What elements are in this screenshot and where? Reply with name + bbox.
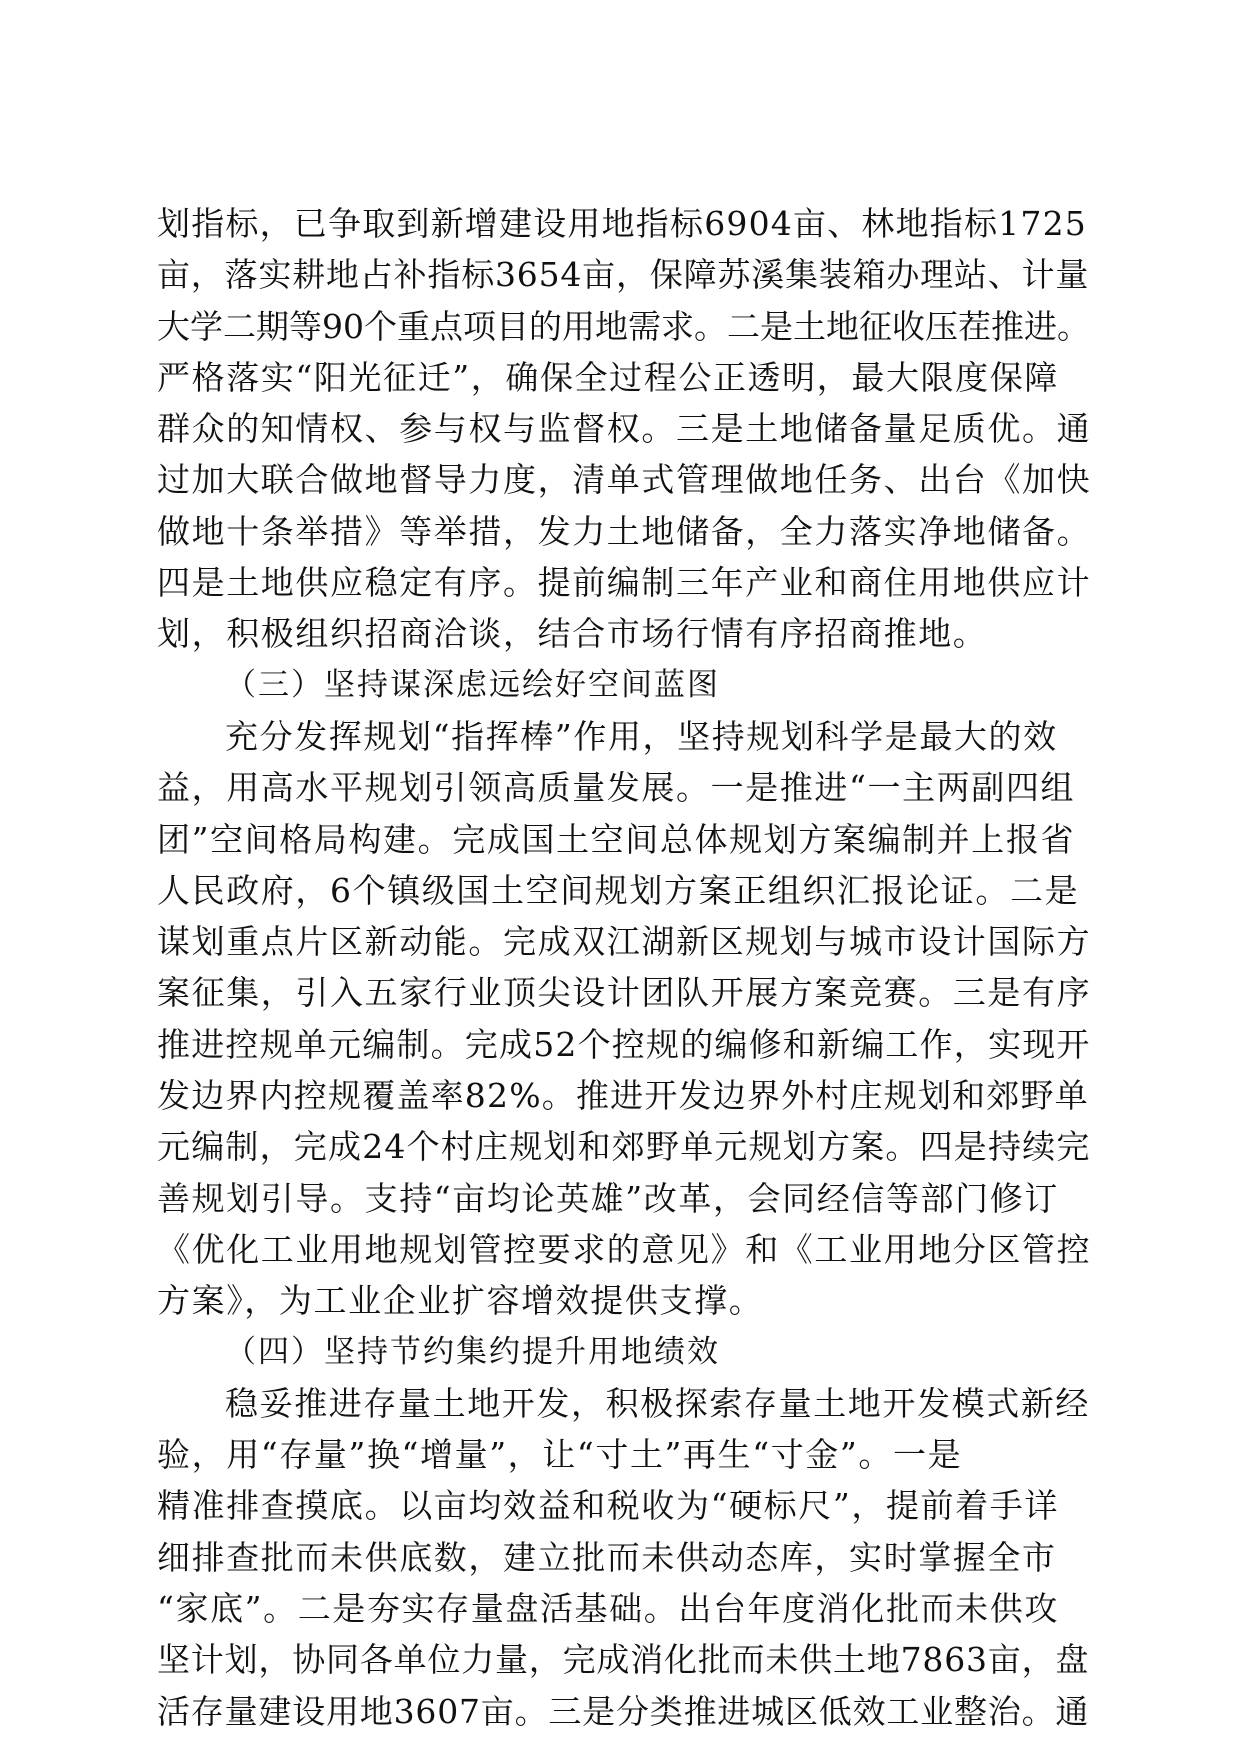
paragraph-line: 划指标，已争取到新增建设用地指标6904亩、林地指标1725 bbox=[157, 204, 1087, 243]
paragraph-line: 推进控规单元编制。完成52个控规的编修和新编工作，实现开 bbox=[157, 1024, 1091, 1064]
paragraph-line: 团”空间格局构建。完成国土空间总体规划方案编制并上报省 bbox=[157, 819, 1076, 859]
section-heading: （四）坚持节约集约提升用地绩效 bbox=[225, 1333, 720, 1370]
paragraph-line: 亩，落实耕地占补指标3654亩，保障苏溪集装箱办理站、计量 bbox=[157, 255, 1090, 295]
paragraph-line: 严格落实“阳光征迁”，确保全过程公正透明，最大限度保障 bbox=[157, 357, 1059, 397]
paragraph-line: 谋划重点片区新动能。完成双江湖新区规划与城市设计国际方 bbox=[157, 922, 1092, 962]
paragraph-line: “家底”。二是夯实存量盘活基础。出台年度消化批而未供攻 bbox=[157, 1589, 1059, 1629]
paragraph-line: 坚计划，协同各单位力量，完成消化批而未供土地7863亩，盘 bbox=[157, 1640, 1090, 1680]
paragraph-line: 细排查批而未供底数，建立批而未供动态库，实时掌握全市 bbox=[157, 1537, 1057, 1577]
paragraph-line: 活存量建设用地3607亩。三是分类推进城区低效工业整治。通 bbox=[157, 1691, 1090, 1731]
paragraph-line: 验，用“存量”换“增量”，让“寸土”再生“寸金”。一是 bbox=[157, 1435, 963, 1475]
paragraph-line: 人民政府，6个镇级国土空间规划方案正组织汇报论证。二是 bbox=[157, 870, 1080, 910]
paragraph-line: 过加大联合做地督导力度，清单式管理做地任务、出台《加快 bbox=[157, 460, 1092, 500]
paragraph-line: 做地十条举措》等举措，发力土地储备，全力落实净地储备。 bbox=[157, 511, 1092, 551]
paragraph-line: 益，用高水平规划引领高质量发展。一是推进“一主两副四组 bbox=[157, 768, 1076, 808]
paragraph-line: 善规划引导。支持“亩均论英雄”改革，会同经信等部门修订 bbox=[157, 1178, 1059, 1218]
paragraph-line: 划，积极组织招商洽谈，结合市场行情有序招商推地。 bbox=[157, 614, 988, 654]
paragraph-line: 方案》，为工业企业扩容增效提供支撑。 bbox=[157, 1281, 764, 1321]
document-body bbox=[157, 198, 1092, 1737]
paragraph-line: 充分发挥规划“指挥棒”作用，坚持规划科学是最大的效 bbox=[225, 716, 1058, 756]
paragraph-line: 《优化工业用地规划管控要求的意见》和《工业用地分区管控 bbox=[157, 1229, 1092, 1269]
section-heading: （三）坚持谋深虑远绘好空间蓝图 bbox=[225, 666, 720, 703]
paragraph-line: 案征集，引入五家行业顶尖设计团队开展方案竞赛。三是有序 bbox=[157, 973, 1092, 1013]
paragraph-line: 群众的知情权、参与权与监督权。三是土地储备量足质优。通 bbox=[157, 409, 1092, 449]
paragraph-line: 发边界内控规覆盖率82%。推进开发边界外村庄规划和郊野单 bbox=[157, 1076, 1089, 1116]
paragraph-line: 元编制，完成24个村庄规划和郊野单元规划方案。四是持续完 bbox=[157, 1127, 1091, 1167]
paragraph-line: 大学二期等90个重点项目的用地需求。二是土地征收压茬推进。 bbox=[157, 306, 1090, 346]
paragraph-line: 精准排查摸底。以亩均效益和税收为“硬标尺”，提前着手详 bbox=[157, 1486, 1059, 1526]
paragraph-line: 稳妥推进存量土地开发，积极探索存量土地开发模式新经 bbox=[225, 1383, 1090, 1423]
paragraph-line: 四是土地供应稳定有序。提前编制三年产业和商住用地供应计 bbox=[157, 563, 1092, 603]
